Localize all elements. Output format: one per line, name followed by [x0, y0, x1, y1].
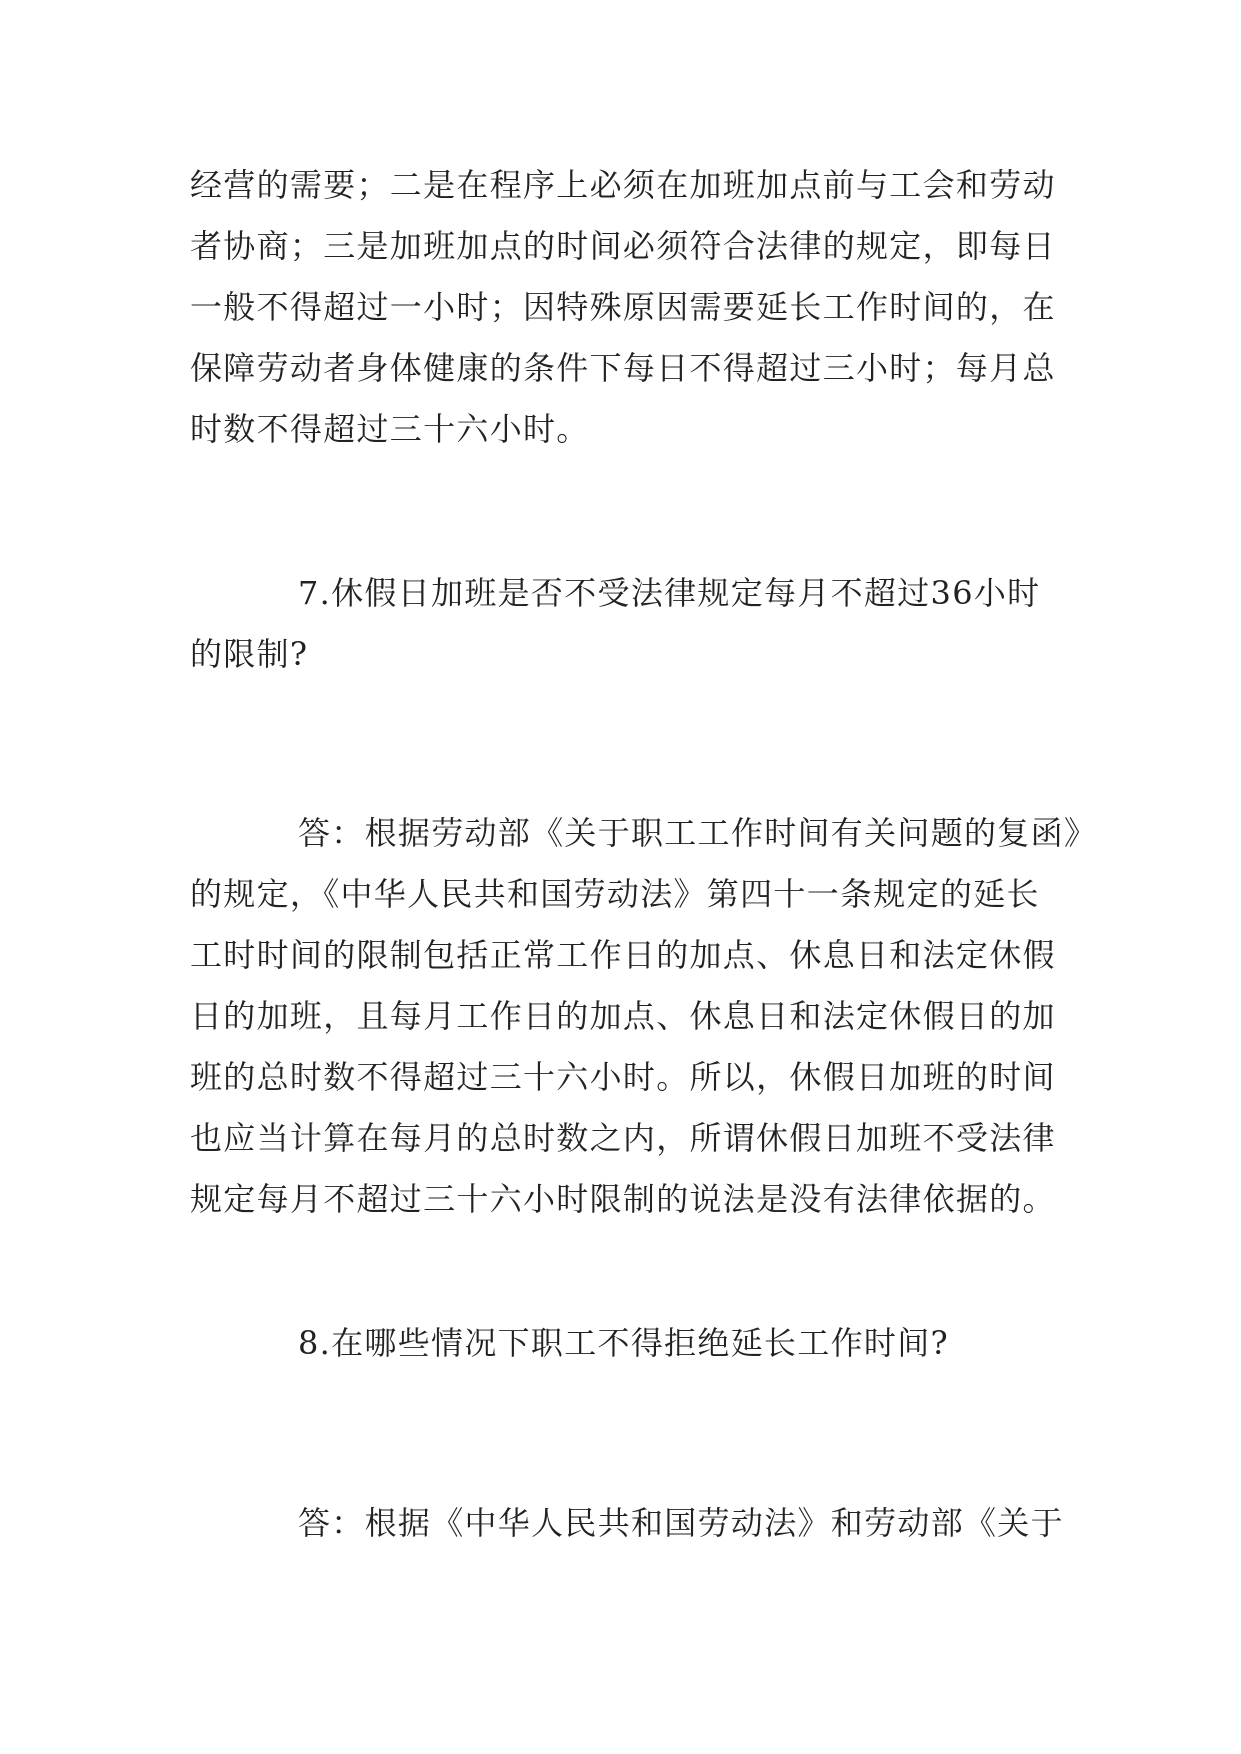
question-line: 7.休假日加班是否不受法律规定每月不超过36小时	[298, 574, 1041, 612]
question-8	[190, 1313, 1050, 1374]
text-line: 保障劳动者身体健康的条件下每日不得超过三小时；每月总	[190, 349, 1056, 387]
answer-line: 答：根据《中华人民共和国劳动法》和劳动部《关于	[298, 1504, 1064, 1542]
answer-line: 班的总时数不得超过三十六小时。所以，休假日加班的时间	[190, 1058, 1056, 1096]
question-line: 的限制?	[190, 635, 309, 673]
paragraph-overtime-conditions	[190, 155, 1056, 460]
text-line: 一般不得超过一小时；因特殊原因需要延长工作时间的，在	[190, 288, 1056, 326]
answer-8	[190, 1493, 1064, 1554]
answer-line: 日的加班，且每月工作日的加点、休息日和法定休假日的加	[190, 997, 1056, 1035]
answer-line: 的规定，《中华人民共和国劳动法》第四十一条规定的延长	[190, 875, 1040, 913]
text-line: 经营的需要；二是在程序上必须在加班加点前与工会和劳动	[190, 166, 1056, 204]
text-line: 者协商；三是加班加点的时间必须符合法律的规定，即每日	[190, 227, 1056, 265]
answer-line: 也应当计算在每月的总时数之内，所谓休假日加班不受法律	[190, 1119, 1056, 1157]
answer-line: 答：根据劳动部《关于职工工作时间有关问题的复函》	[298, 814, 1098, 852]
text-line: 时数不得超过三十六小时。	[190, 410, 590, 448]
question-line: 8.在哪些情况下职工不得拒绝延长工作时间?	[298, 1324, 949, 1362]
answer-line: 工时时间的限制包括正常工作日的加点、休息日和法定休假	[190, 936, 1056, 974]
answer-line: 规定每月不超过三十六小时限制的说法是没有法律依据的。	[190, 1180, 1056, 1218]
answer-7	[190, 803, 1098, 1230]
question-7	[190, 563, 1050, 685]
